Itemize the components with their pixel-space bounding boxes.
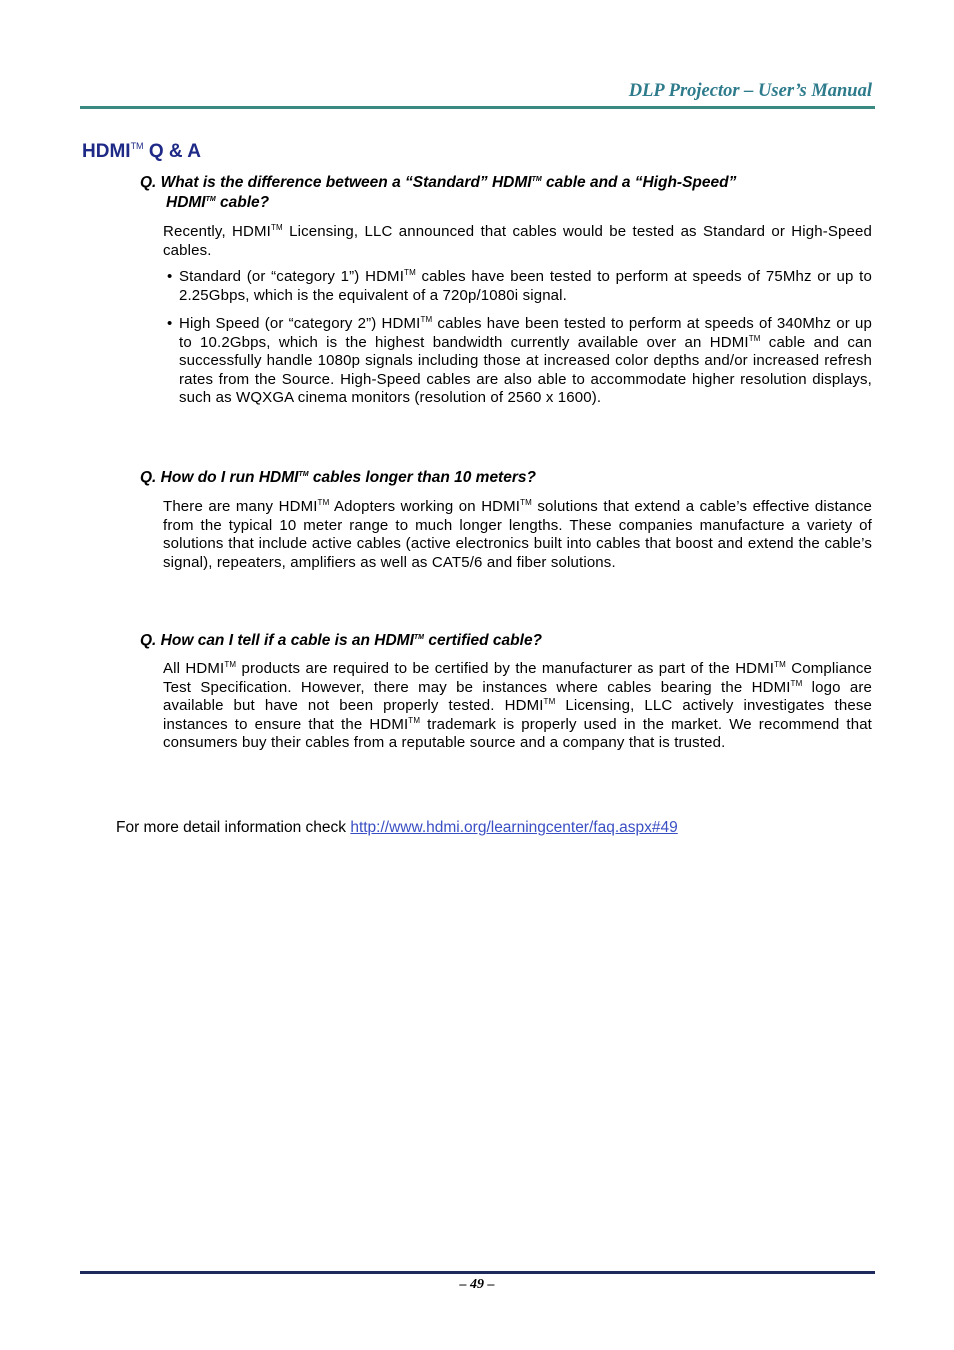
answer-3-text-c: Compliance Test Specification. However, there may be instances where cables bearing the HDMI <box>163 660 872 696</box>
page-number: – 49 – <box>459 1277 495 1292</box>
answer-2-text-c: solutions that extend a cable’s effective distance from the typical 10 meter range to much longer lengths. These companies manufacture a variety of solutions that include active cables (active electronics built into cables that boost and extend the cable’s signal), repeaters, amplifiers as well as CAT5/6 and fiber solutions. <box>163 498 872 571</box>
question-2-text-b: cables longer than 10 meters? <box>308 469 536 486</box>
question-1-line-2 <box>140 193 872 213</box>
trademark-symbol: TM <box>413 634 425 641</box>
bullet-2-text-c: cable and can successfully handle 1080p signals including those at increased color depths and/or increased refresh rates from the Source. High-Speed cables are also able to accommodate higher resolution displays, such as WQXGA cinema monitors (resolution of 2560 x 1600). <box>179 333 872 407</box>
section-title-text: HDMI <box>82 141 131 162</box>
section-title <box>82 141 201 163</box>
answer-1-intro <box>163 223 872 260</box>
trademark-symbol: TM <box>790 678 803 688</box>
trademark-symbol: TM <box>404 268 416 277</box>
bullet-item-high-speed <box>163 315 872 408</box>
bullet-item-standard <box>163 268 872 305</box>
trademark-symbol: TM <box>317 498 330 507</box>
bullet-1-text-b: cables have been tested to perform at speeds of 75Mhz or up to 2.25Gbps, which is the equivalent of a 720p/1080i signal. <box>179 268 872 304</box>
question-1-text-b: cable and a “High-Speed” <box>541 174 737 191</box>
question-3-text-a: Q. How can I tell if a cable is an HDMI <box>140 632 414 649</box>
answer-3-text-a: All HDMI <box>163 660 225 677</box>
answer-2-text-b: Adopters working on HDMI <box>329 498 521 515</box>
more-info-text: For more detail information check <box>116 819 351 836</box>
bullet-2-text-a: High Speed (or “category 2”) HDMI <box>179 315 421 332</box>
footer-divider <box>80 1271 875 1274</box>
question-1-text-a: Q. What is the difference between a “Standard” HDMI <box>140 174 532 191</box>
trademark-symbol: TM <box>205 195 216 203</box>
faq-link[interactable]: http://www.hdmi.org/learningcenter/faq.aspx#49 <box>350 819 678 836</box>
trademark-symbol: TM <box>130 141 144 151</box>
answer-2 <box>163 498 872 572</box>
answer-3-text-e: Licensing, LLC actively investigates these instances to ensure that the HDMI <box>163 697 872 733</box>
trademark-symbol: TM <box>224 660 237 669</box>
question-2-text-a: Q. How do I run HDMI <box>140 469 299 486</box>
answer-3 <box>163 660 872 753</box>
trademark-symbol: TM <box>420 315 433 324</box>
trademark-symbol: TM <box>748 333 761 343</box>
answer-3-text-b: products are required to be certified by the manufacturer as part of the HDMI <box>236 660 775 677</box>
trademark-symbol: TM <box>270 223 283 232</box>
section-title-rest: Q & A <box>143 141 201 162</box>
question-2 <box>140 468 872 488</box>
answer-1-intro-b: Licensing, LLC announced that cables would be tested as Standard or High-Speed cables. <box>163 223 872 259</box>
answer-2-text-a: There are many HDMI <box>163 498 318 515</box>
question-3-text-b: certified cable? <box>424 632 543 649</box>
header-divider <box>80 106 875 109</box>
bullet-2-text-b: cables have been tested to perform at speeds of 340Mhz or up to 10.2Gbps, which is the highest bandwidth currently available over an HDMI <box>179 315 872 351</box>
trademark-symbol: TM <box>520 498 532 507</box>
question-1 <box>140 173 872 212</box>
question-1-text-c: HDMI <box>166 193 206 211</box>
header-title: DLP Projector – User’s Manual <box>628 81 872 101</box>
answer-1-intro-a: Recently, HDMI <box>163 223 271 240</box>
question-3 <box>140 631 872 651</box>
question-1-text-d: cable? <box>215 193 270 211</box>
answer-3-text-d: logo are available but have not been properly tested. HDMI <box>163 678 872 715</box>
trademark-symbol: TM <box>543 697 556 707</box>
bullet-1-text-a: Standard (or “category 1”) HDMI <box>179 268 405 285</box>
trademark-symbol: TM <box>774 660 786 669</box>
bullet-icon: • <box>167 268 173 285</box>
trademark-symbol: TM <box>298 471 309 478</box>
more-info-line <box>116 819 678 837</box>
trademark-symbol: TM <box>408 715 421 725</box>
trademark-symbol: TM <box>531 176 542 183</box>
answer-3-text-f: trademark is properly used in the market. We recommend that consumers buy their cables from a reputable source and a company that is trusted. <box>163 715 873 752</box>
bullet-icon: • <box>167 315 173 332</box>
